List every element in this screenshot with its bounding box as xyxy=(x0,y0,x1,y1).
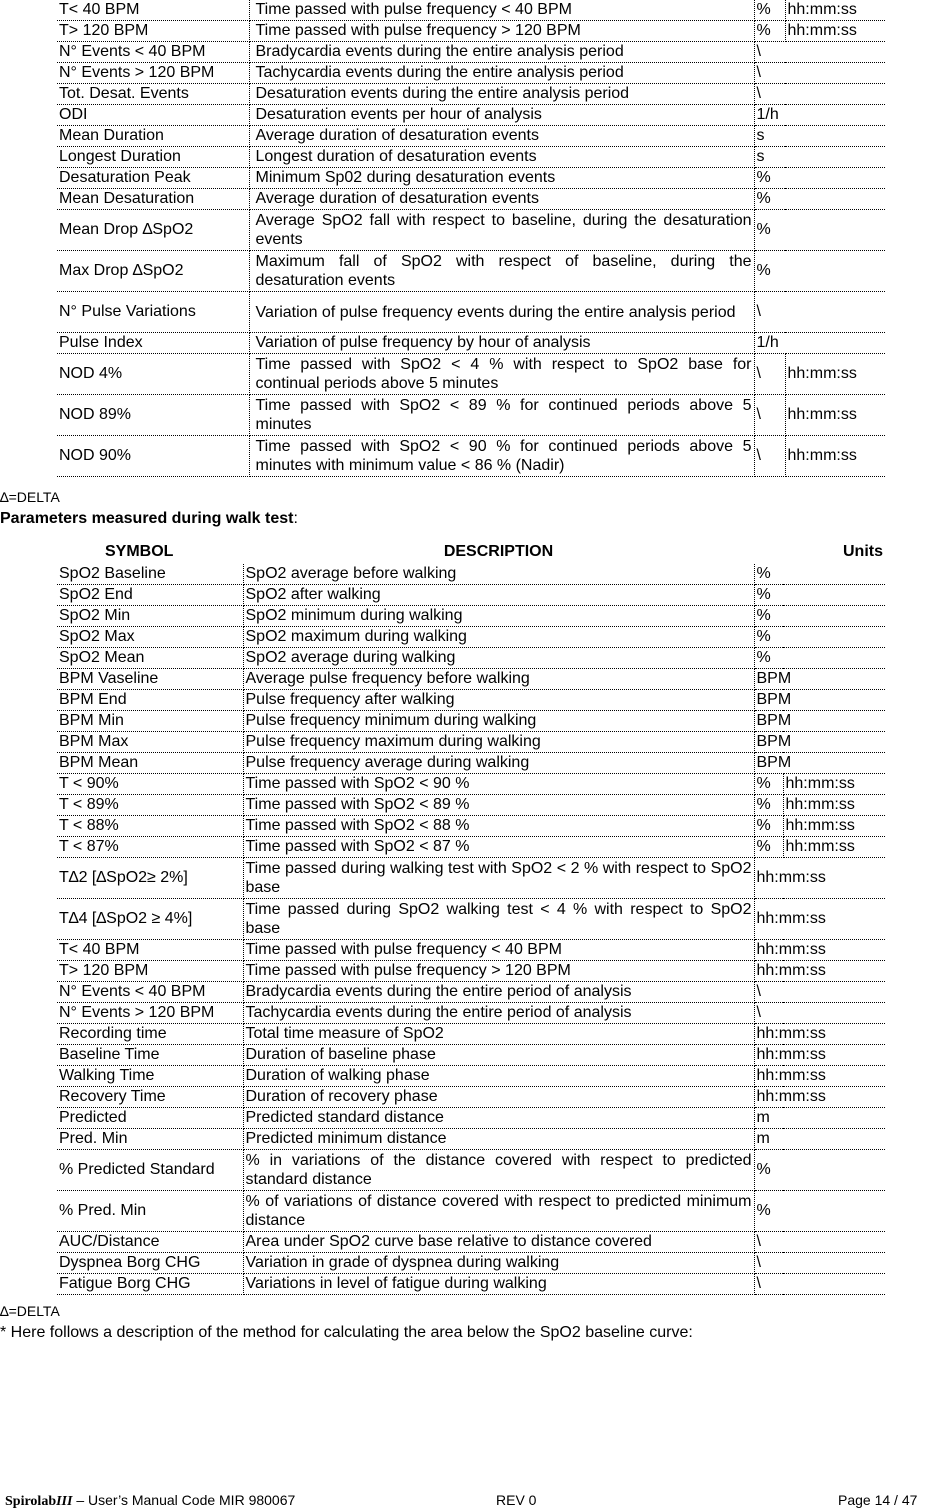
symbol-cell: % Pred. Min xyxy=(57,1191,243,1232)
unit-cell: \ xyxy=(754,292,885,333)
unit-cell: hh:mm:ss xyxy=(754,858,885,899)
table-row xyxy=(57,1024,885,1045)
unit-cell: BPM xyxy=(754,732,885,753)
symbol-cell: T> 120 BPM xyxy=(57,21,249,42)
table-row xyxy=(57,753,885,774)
table-row xyxy=(57,436,885,477)
table-row xyxy=(57,189,885,210)
description-cell: Time passed with SpO2 < 90 % xyxy=(243,774,754,795)
symbol-cell: NOD 4% xyxy=(57,354,249,395)
unit-cell: % xyxy=(754,210,885,251)
unit-cell: % xyxy=(754,0,785,21)
description-cell: Bradycardia events during the entire analysis period xyxy=(249,42,754,63)
description-cell: Minimum Sp02 during desaturation events xyxy=(249,168,754,189)
symbol-cell: SpO2 Max xyxy=(57,627,243,648)
symbol-cell: T< 40 BPM xyxy=(57,940,243,961)
unit-cell: % xyxy=(754,1150,885,1191)
table-row xyxy=(57,147,885,168)
symbol-cell: Longest Duration xyxy=(57,147,249,168)
unit-time-cell: hh:mm:ss xyxy=(783,816,885,837)
description-cell: Desaturation events during the entire analysis period xyxy=(249,84,754,105)
section-title-colon: : xyxy=(293,510,298,527)
brand-name xyxy=(5,1494,72,1509)
unit-cell: \ xyxy=(754,354,785,395)
description-cell: SpO2 after walking xyxy=(243,585,754,606)
description-cell: Desaturation events per hour of analysis xyxy=(249,105,754,126)
description-cell: Tachycardia events during the entire analysis period xyxy=(249,63,754,84)
table-row xyxy=(57,1274,885,1295)
symbol-cell: N° Events > 120 BPM xyxy=(57,63,249,84)
unit-cell: hh:mm:ss xyxy=(754,899,885,940)
symbol-cell: Desaturation Peak xyxy=(57,168,249,189)
unit-cell: s xyxy=(754,126,885,147)
unit-cell: hh:mm:ss xyxy=(754,1045,885,1066)
section-title-text: Parameters measured during walk test xyxy=(0,510,294,527)
unit-cell: BPM xyxy=(754,690,885,711)
unit-time-cell: hh:mm:ss xyxy=(783,837,885,858)
description-cell: Pulse frequency maximum during walking xyxy=(243,732,754,753)
table-row xyxy=(57,858,885,899)
section-title xyxy=(0,510,298,528)
table-row xyxy=(57,105,885,126)
walk-test-parameters-table xyxy=(57,540,885,1295)
symbol-cell: Mean Duration xyxy=(57,126,249,147)
table-row xyxy=(57,1129,885,1150)
unit-cell: \ xyxy=(754,1003,885,1024)
symbol-cell: NOD 90% xyxy=(57,436,249,477)
table-row xyxy=(57,354,885,395)
description-cell: Time passed with SpO2 < 90 % for continued periods above 5 minutes with minimum value < 86 % (Nadir) xyxy=(249,436,754,477)
description-cell: Variations in level of fatigue during walking xyxy=(243,1274,754,1295)
delta-note-2: ∆=DELTA xyxy=(0,1303,60,1319)
unit-time-cell: hh:mm:ss xyxy=(785,21,885,42)
unit-cell: % xyxy=(754,251,885,292)
unit-cell: % xyxy=(754,606,885,627)
symbol-cell: Walking Time xyxy=(57,1066,243,1087)
symbol-cell: Mean Desaturation xyxy=(57,189,249,210)
table-row xyxy=(57,606,885,627)
symbol-cell: T< 40 BPM xyxy=(57,0,249,21)
symbol-cell: Pulse Index xyxy=(57,333,249,354)
description-cell: Time passed with SpO2 < 4 % with respect to SpO2 base for continual periods above 5 minutes xyxy=(249,354,754,395)
unit-cell: hh:mm:ss xyxy=(754,940,885,961)
table-row xyxy=(57,1108,885,1129)
unit-time-cell: hh:mm:ss xyxy=(783,774,885,795)
unit-cell: % xyxy=(754,1191,885,1232)
unit-time-cell: hh:mm:ss xyxy=(783,795,885,816)
table-row xyxy=(57,816,885,837)
footer-page-number: Page 14 / 47 xyxy=(838,1492,918,1508)
table-row xyxy=(57,732,885,753)
description-cell: Predicted minimum distance xyxy=(243,1129,754,1150)
table-row xyxy=(57,627,885,648)
table-row xyxy=(57,0,885,21)
unit-cell: \ xyxy=(754,84,885,105)
unit-cell: % xyxy=(754,21,785,42)
unit-time-cell: hh:mm:ss xyxy=(785,436,885,477)
unit-time-cell: hh:mm:ss xyxy=(785,0,885,21)
symbol-cell: T < 90% xyxy=(57,774,243,795)
symbol-cell: T> 120 BPM xyxy=(57,961,243,982)
footer-manual xyxy=(5,1492,295,1510)
symbol-cell: T < 89% xyxy=(57,795,243,816)
unit-cell: m xyxy=(754,1129,885,1150)
description-cell: Duration of baseline phase xyxy=(243,1045,754,1066)
symbol-cell: N° Events < 40 BPM xyxy=(57,982,243,1003)
description-cell: Bradycardia events during the entire period of analysis xyxy=(243,982,754,1003)
description-cell: Variation in grade of dyspnea during walking xyxy=(243,1253,754,1274)
description-cell: Variation of pulse frequency events during the entire analysis period xyxy=(249,292,754,333)
manual-code: – User’s Manual Code MIR 980067 xyxy=(72,1492,296,1508)
table-row xyxy=(57,1253,885,1274)
unit-cell: % xyxy=(754,837,783,858)
unit-cell: % xyxy=(754,585,885,606)
unit-cell: \ xyxy=(754,63,885,84)
table-row xyxy=(57,648,885,669)
symbol-cell: Pred. Min xyxy=(57,1129,243,1150)
table-row xyxy=(57,21,885,42)
table-row xyxy=(57,42,885,63)
symbol-cell: NOD 89% xyxy=(57,395,249,436)
unit-cell: hh:mm:ss xyxy=(754,1087,885,1108)
symbol-cell: T < 87% xyxy=(57,837,243,858)
description-cell: Time passed with pulse frequency > 120 BPM xyxy=(243,961,754,982)
description-cell: Time passed during walking test with SpO2 < 2 % with respect to SpO2 base xyxy=(243,858,754,899)
parameters-table-continued xyxy=(57,0,885,477)
description-cell: Total time measure of SpO2 xyxy=(243,1024,754,1045)
symbol-cell: BPM End xyxy=(57,690,243,711)
unit-cell: \ xyxy=(754,1253,885,1274)
description-cell: Duration of walking phase xyxy=(243,1066,754,1087)
unit-cell: BPM xyxy=(754,669,885,690)
unit-cell: hh:mm:ss xyxy=(754,1024,885,1045)
symbol-cell: BPM Max xyxy=(57,732,243,753)
description-cell: Longest duration of desaturation events xyxy=(249,147,754,168)
description-cell: Average pulse frequency before walking xyxy=(243,669,754,690)
table-row xyxy=(57,1045,885,1066)
table-row xyxy=(57,1191,885,1232)
description-cell: Predicted standard distance xyxy=(243,1108,754,1129)
symbol-cell: N° Pulse Variations xyxy=(57,292,249,333)
symbol-cell: SpO2 Mean xyxy=(57,648,243,669)
table-row xyxy=(57,1150,885,1191)
description-cell: Pulse frequency average during walking xyxy=(243,753,754,774)
description-cell: Time passed with pulse frequency < 40 BPM xyxy=(249,0,754,21)
symbol-cell: SpO2 Baseline xyxy=(57,564,243,585)
symbol-cell: T∆2 [∆SpO2≥ 2%] xyxy=(57,858,243,899)
table-row xyxy=(57,982,885,1003)
table-row xyxy=(57,1066,885,1087)
unit-cell: BPM xyxy=(754,753,885,774)
symbol-cell: N° Events < 40 BPM xyxy=(57,42,249,63)
symbol-cell: SpO2 End xyxy=(57,585,243,606)
table-row xyxy=(57,940,885,961)
symbol-cell: BPM Vaseline xyxy=(57,669,243,690)
unit-cell: hh:mm:ss xyxy=(754,1066,885,1087)
description-cell: Time passed with SpO2 < 89 % xyxy=(243,795,754,816)
symbol-cell: Dyspnea Borg CHG xyxy=(57,1253,243,1274)
description-cell: Time passed with SpO2 < 89 % for continued periods above 5 minutes xyxy=(249,395,754,436)
header-symbol: SYMBOL xyxy=(105,543,174,560)
description-cell: % of variations of distance covered with respect to predicted minimum distance xyxy=(243,1191,754,1232)
table-row xyxy=(57,899,885,940)
symbol-cell: BPM Mean xyxy=(57,753,243,774)
table-row xyxy=(57,669,885,690)
unit-cell: \ xyxy=(754,1232,885,1253)
description-cell: Tachycardia events during the entire period of analysis xyxy=(243,1003,754,1024)
symbol-cell: ODI xyxy=(57,105,249,126)
unit-cell: % xyxy=(754,168,885,189)
unit-time-cell: hh:mm:ss xyxy=(785,354,885,395)
description-cell: Pulse frequency after walking xyxy=(243,690,754,711)
symbol-cell: Mean Drop ∆SpO2 xyxy=(57,210,249,251)
unit-cell: \ xyxy=(754,42,885,63)
unit-cell: BPM xyxy=(754,711,885,732)
description-cell: Time passed during SpO2 walking test < 4 % with respect to SpO2 base xyxy=(243,899,754,940)
description-cell: Average duration of desaturation events xyxy=(249,126,754,147)
header-units: Units xyxy=(843,543,883,560)
description-cell: Time passed with pulse frequency > 120 BPM xyxy=(249,21,754,42)
symbol-cell: Baseline Time xyxy=(57,1045,243,1066)
description-cell: Area under SpO2 curve base relative to distance covered xyxy=(243,1232,754,1253)
unit-cell: \ xyxy=(754,436,785,477)
header-description: DESCRIPTION xyxy=(443,543,554,560)
description-cell: Pulse frequency minimum during walking xyxy=(243,711,754,732)
description-cell: SpO2 minimum during walking xyxy=(243,606,754,627)
unit-cell: 1/h xyxy=(754,105,885,126)
symbol-cell: Max Drop ∆SpO2 xyxy=(57,251,249,292)
description-cell: SpO2 maximum during walking xyxy=(243,627,754,648)
symbol-cell: Recording time xyxy=(57,1024,243,1045)
brand-suffix: III xyxy=(56,1494,73,1509)
symbol-cell: AUC/Distance xyxy=(57,1232,243,1253)
table-row xyxy=(57,210,885,251)
unit-cell: 1/h xyxy=(754,333,885,354)
description-cell: Average duration of desaturation events xyxy=(249,189,754,210)
symbol-cell: Tot. Desat. Events xyxy=(57,84,249,105)
unit-cell: % xyxy=(754,564,885,585)
table-row xyxy=(57,126,885,147)
table-row xyxy=(57,774,885,795)
table-row xyxy=(57,961,885,982)
table-row xyxy=(57,168,885,189)
delta-note: ∆=DELTA xyxy=(0,489,60,505)
symbol-cell: % Predicted Standard xyxy=(57,1150,243,1191)
description-cell: Duration of recovery phase xyxy=(243,1087,754,1108)
unit-time-cell: hh:mm:ss xyxy=(785,395,885,436)
closing-text: * Here follows a description of the method for calculating the area below the SpO2 baseline curve: xyxy=(0,1324,693,1341)
table-row xyxy=(57,292,885,333)
symbol-cell: N° Events > 120 BPM xyxy=(57,1003,243,1024)
table-row xyxy=(57,564,885,585)
table-row xyxy=(57,711,885,732)
unit-cell: m xyxy=(754,1108,885,1129)
description-cell: SpO2 average during walking xyxy=(243,648,754,669)
table-row xyxy=(57,251,885,292)
symbol-cell: Fatigue Borg CHG xyxy=(57,1274,243,1295)
unit-cell: % xyxy=(754,648,885,669)
unit-cell: % xyxy=(754,816,783,837)
description-cell: Time passed with SpO2 < 87 % xyxy=(243,837,754,858)
table-row xyxy=(57,1087,885,1108)
unit-cell: s xyxy=(754,147,885,168)
unit-cell: % xyxy=(754,774,783,795)
table-row xyxy=(57,585,885,606)
unit-cell: % xyxy=(754,795,783,816)
description-cell: Time passed with SpO2 < 88 % xyxy=(243,816,754,837)
table-row xyxy=(57,395,885,436)
symbol-cell: T < 88% xyxy=(57,816,243,837)
unit-cell: % xyxy=(754,627,885,648)
table-row xyxy=(57,84,885,105)
description-cell: SpO2 average before walking xyxy=(243,564,754,585)
table-row xyxy=(57,1003,885,1024)
table-row xyxy=(57,795,885,816)
symbol-cell: BPM Min xyxy=(57,711,243,732)
symbol-cell: T∆4 [∆SpO2 ≥ 4%] xyxy=(57,899,243,940)
symbol-cell: SpO2 Min xyxy=(57,606,243,627)
unit-cell: % xyxy=(754,189,885,210)
table-row xyxy=(57,837,885,858)
description-cell: % in variations of the distance covered with respect to predicted standard distance xyxy=(243,1150,754,1191)
description-cell: Maximum fall of SpO2 with respect of baseline, during the desaturation events xyxy=(249,251,754,292)
table-row xyxy=(57,333,885,354)
description-cell: Time passed with pulse frequency < 40 BPM xyxy=(243,940,754,961)
table-header-row xyxy=(57,540,885,564)
description-cell: Variation of pulse frequency by hour of analysis xyxy=(249,333,754,354)
footer-revision: REV 0 xyxy=(496,1492,537,1508)
unit-cell: \ xyxy=(754,1274,885,1295)
symbol-cell: Predicted xyxy=(57,1108,243,1129)
table-row xyxy=(57,690,885,711)
symbol-cell: Recovery Time xyxy=(57,1087,243,1108)
unit-cell: \ xyxy=(754,395,785,436)
description-cell: Average SpO2 fall with respect to baseline, during the desaturation events xyxy=(249,210,754,251)
unit-cell: \ xyxy=(754,982,885,1003)
table-row xyxy=(57,1232,885,1253)
table-row xyxy=(57,63,885,84)
unit-cell: hh:mm:ss xyxy=(754,961,885,982)
brand-main: Spirolab xyxy=(5,1494,57,1509)
